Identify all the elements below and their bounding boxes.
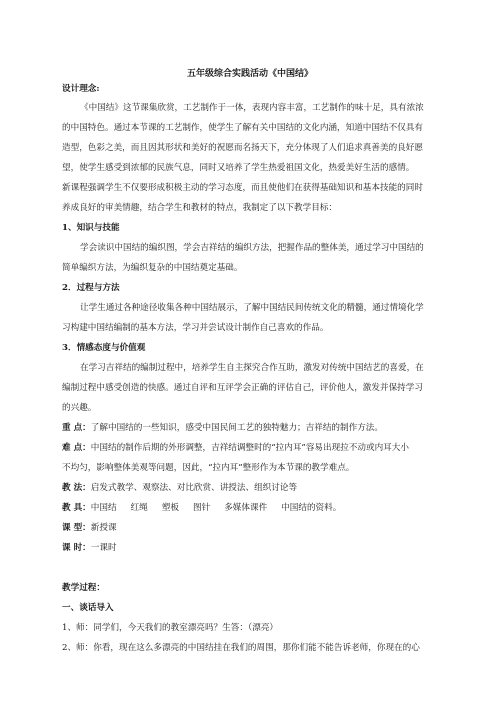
process-heading: 教学过程： [62, 583, 105, 593]
design-line: 的中国特色。通过本节课的工艺制作，使学生了解有关中国结的文化内涵，知道中国结不仅具有 [62, 123, 423, 133]
teaching-tools [62, 503, 355, 514]
difficulty [62, 443, 409, 454]
difficulty-line: 中国结的制作后期的外形调整，吉祥结调整时的“拉内耳”容易出现拉不动或内耳大小 [90, 443, 409, 453]
lesson-type-text: 新授课 [90, 523, 117, 533]
teaching-tools-label: 教 具： [62, 503, 91, 513]
document-title: 五年级综合实践活动《中国结》 [186, 69, 313, 79]
tool-item: 塑板 [161, 503, 179, 513]
goal1-line: 简单编织方法，为编织复杂的中国结奠定基础。 [62, 263, 243, 273]
key-point [62, 423, 383, 434]
goal3-line: 编制过程中感受创造的快感。通过自评和互评学会正确的评估自己，评价他人，激发并保持学习 [62, 383, 423, 393]
teaching-method-label: 教 法： [62, 483, 91, 493]
teaching-method [62, 483, 297, 494]
design-line: 《中国结》这节课集欣赏，工艺制作于一体，表现内容丰富，工艺制作的味十足，具有浓浓 [80, 103, 424, 113]
tool-item: 中国结 [90, 503, 117, 513]
process-line: 1、师：同学们，今天我们的教室漂亮吗？生答：（漂亮） [62, 623, 279, 633]
lesson-type-label: 课 型： [62, 523, 91, 533]
goal1-line: 学会读识中国结的编织图，学会吉祥结的编织方法，把握作品的整体美，通过学习中国结的 [80, 243, 424, 253]
tool-item: 中国结的资料。 [281, 503, 342, 513]
design-heading: 设计理念: [62, 84, 100, 94]
goal3-line: 的兴趣。 [62, 403, 97, 413]
key-point-text: 了解中国结的一些知识，感受中国民间工艺的独特魅力；吉祥结的制作方法。 [90, 423, 383, 433]
tool-item: 多媒体课件 [224, 503, 268, 513]
process-line: 2、师：你看，现在这么多漂亮的中国结挂在我们的周围，那你们能不能告诉老师，你现在的心 [62, 643, 420, 653]
difficulty-label: 难 点： [62, 443, 91, 453]
lesson-time-label: 课 时： [62, 543, 91, 553]
design-line: 新课程强调学生不仅要形成积极主动的学习态度，而且使他们在获得基础知识和基本技能的同时 [62, 183, 423, 193]
process-section-1: 一、谈话导入 [62, 603, 114, 613]
teaching-method-text: 启发式教学、观察法、对比欣赏、讲授法、组织讨论等 [90, 483, 298, 493]
goal2-heading: 2．过程与方法 [62, 283, 120, 293]
lesson-type [62, 523, 117, 534]
goal2-line: 让学生通过各种途径收集各种中国结展示，了解中国结民间传统文化的精髓，通过情境化学 [80, 303, 424, 313]
goal3-line: 在学习吉祥结的编制过程中，培养学生自主探究合作互助，激发对传统中国结艺的喜爱，在 [80, 363, 424, 373]
lesson-time-text: 一课时 [90, 543, 117, 553]
tool-item: 图针 [192, 503, 211, 513]
tool-item: 红绳 [130, 503, 148, 513]
goal1-heading: 1、知识与技能 [62, 223, 120, 233]
goal3-heading: 3．情感态度与价值观 [62, 343, 146, 353]
difficulty-line: 不均匀，影响整体美观等问题，因此，“拉内耳”整形作为本节课的教学难点。 [62, 463, 355, 473]
design-line: 养成良好的审美情趣，结合学生和教材的特点，我制定了以下教学目标： [62, 203, 338, 213]
design-line: 望，使学生感受到浓郁的民族气息，同时又培养了学生热爱祖国文化，热爱美好生活的感情。 [62, 163, 415, 173]
goal2-line: 习构建中国结编制的基本方法，学习并尝试设计制作自己喜欢的作品。 [62, 323, 329, 333]
design-line: 造型，色彩之美，而且因其形状和美好的祝愿而名扬天下，充分体现了人们追求真善美的良好愿 [62, 143, 423, 153]
lesson-time [62, 543, 117, 554]
key-point-label: 重 点： [62, 423, 91, 433]
